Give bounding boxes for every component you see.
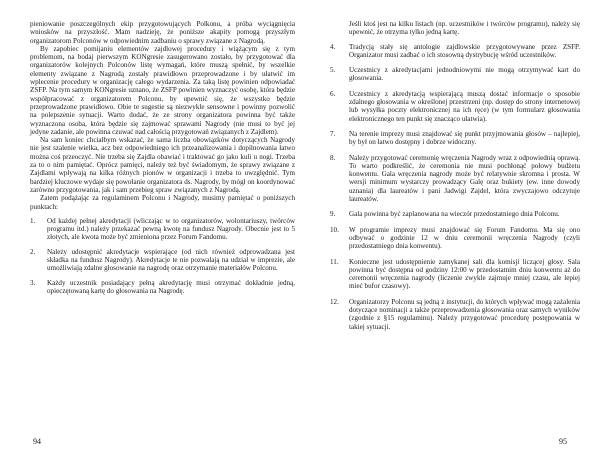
list-item	[330, 258, 580, 291]
list-item-text: Na terenie imprezy musi znajdować się punkt przyjmowania głosów – najlepiej, by był on łatwo dostępny i dobrze widoczny.	[349, 129, 580, 147]
list-item-text: Każdy uczestnik posiadający pełną akredytację musi otrzymać dokładnie jedną, opieczętowaną kartę do głosowania na Nagrodę.	[47, 278, 295, 295]
list-item-number: 8.	[330, 153, 336, 162]
list-item-text: Należy przygotować ceremonię wręczenia Nagrody wraz z odpowiednią oprawą. To warto podkreślić, że ceremonia nie musi pochłonąć połowy budżetu konwentu. Gala wręczenia nagrody może być relatywnie skromna i prosta. W wersji minimum wystarczy prowadzący Galę oraz bukiety (ew. inne dowody uznania) dla laureatów i pani Jadwigi Zajdel, która zwyczajowo odczytuje laureatów.	[349, 153, 580, 204]
requirements-list	[30, 217, 295, 295]
list-item-text: Konieczne jest udostępnienie zamykanej sali dla komisji liczącej głosy. Sala powinna być dostępna od godziny 12:00 w przedostatnim dniu konwentu aż do ceremonii wręczenia nagrody (liczenie zwykle zajmuje mniej czasu, ale lepiej mieć bufor czasowy).	[349, 257, 580, 291]
page-number: 94	[33, 437, 41, 446]
list-item-text: Organizatorzy Polconu są jedną z instytucji, do których wpływać mogą zażalenia dotyczące nominacji a także przeprowadzenia głosowania oraz samych wyników (zgodnie z §15 regulaminu). Należy przygotować procedurę postępowania w takiej sytuacji.	[349, 297, 580, 331]
list-item-text: Od każdej pełnej akredytacji (wliczając w to organizatorów, wolontariuszy, twórców programu itd.) należy przekazać pewną kwotę na fundusz Nagrody. Obecnie jest to 5 złotych, ale kwota może być zmieniona przez Forum Fandomu.	[47, 216, 295, 242]
left-page	[30, 20, 295, 301]
list-item	[330, 226, 580, 251]
list-item	[330, 43, 580, 60]
list-item-number: 9.	[330, 210, 336, 219]
right-page	[330, 20, 580, 338]
list-item-continuation: Jeśli ktoś jest na kilku listach (np. uczestników i twórców programu), należy się upewnić, że otrzyma tylko jedną kartę.	[349, 20, 580, 37]
list-item	[330, 298, 580, 331]
list-item	[330, 66, 580, 83]
list-item-number: 7.	[330, 129, 336, 138]
list-item-number: 5.	[330, 66, 336, 75]
list-item	[330, 130, 580, 147]
list-item	[330, 90, 580, 123]
list-item-text: Uczestnicy z akredytacją wspierającą muszą dostać informacje o sposobie zdalnego głosowania w określonej przestrzeni (np. dostęp do strony internetowej lub wysyłka poczty elektronicznej na ich ręce) (w tym formularz głosowania elektronicznego ten punkt się znacząco ułatwia).	[349, 89, 580, 123]
list-item-number: 1.	[30, 216, 36, 225]
list-item-text: W programie imprezy musi znajdować się Forum Fandomu. Ma się ono odbywać o godzinie 12 w dniu ceremonii wręczenia Nagrody (czyli przedostatniego dnia konwentu).	[349, 225, 580, 251]
page-number: 95	[559, 437, 567, 446]
list-item-number: 3.	[30, 278, 36, 287]
list-item-text: Tradycją stały się antologie zajdlowskie przygotowywane przez ZSFP. Organizator musi zadbać o ich stosowną dystrybucję wśród uczestników.	[349, 42, 580, 59]
list-item-text: Należy udostępnić akredytacje wspierające (od nich również odprowadzana jest składka na fundusz Nagrody). Akredytacje te nie pozwalają na udział w imprezie, ale umożliwiają zdalne głosowanie na nagrodę oraz otrzymanie materiałów Polconu.	[47, 247, 295, 273]
list-item-number: 12.	[330, 297, 339, 306]
paragraph: Na sam koniec chciałbym wskazać, że sama liczba obowiązków dotyczących Nagrody nie jest szalenie wielka, acz bez odpowiedniego ich przeanalizowania i dopilnowania łatwo można coś przeoczyć. Nie trzeba się Zajdla obawiać i traktować go jako kuli u nogi. Trzeba za to o nim pamiętać. Oprócz pamięci, należy też być świadomym, że sprawy związane z Zajdlami wpływają na kilka różnych pionów w organizacji i trzeba to uwzględnić. Tym bardziej kluczowe wydaje się powołanie organizatora ds. Nagrody, by mógł on koordynować zarówno przygotowania, jak i sam przebieg spraw związanych z Nagrodą.	[30, 136, 295, 194]
list-item-number: 11.	[330, 257, 339, 266]
paragraph: By zapobiec pomijaniu elementów zajdlowej procedury i wiążącym się z tym problemom, na bodaj pierwszym KONgresie zasugerowano zostało, by przygotować dla organizatorów kolejnych Polconów listę wymagań, które muszą spełnić, by wszelkie elementy związane z Nagrodą zostały prawidłowo przeprowadzone i by ułatwić im wplecenie procedury w organizację całego wydarzenia. Za taką listę powinien odpowiadać ZSFP. Na tym samym KONgresie uznano, że ZSFP powinien wyznaczyć osobę, która będzie współpracować z organizatorem Polconu, by upewnić się, że wszystko będzie przeprowadzone prawidłowo. Obie te sugestie są niezwykle sensowne i powinny pozwolić na polepszenie sytuacji. Warto dodać, że ze strony organizatora powinna być także wyznaczona osoba, która będzie się zajmować sprawami Nagrody (nie musi to być jej jedyne zadanie, ale powinna czuwać nad całością przygotowań związanych z Zajdlem).	[30, 44, 295, 136]
requirements-list-continued	[330, 43, 580, 331]
list-item	[330, 154, 580, 204]
list-item-number: 2.	[30, 247, 36, 256]
list-item-text: Gala powinna być zaplanowana na wieczór przedostatniego dnia Polconu.	[349, 210, 560, 219]
list-item	[30, 279, 295, 296]
paragraph: Zatem podążając za regulaminem Polconu i Nagrody, musimy pamiętać o poniższych punktach:	[30, 194, 295, 211]
list-item-text: Uczestnicy z akredytacjami jednodniowymi nie mogą otrzymywać kart do głosowania.	[349, 66, 580, 83]
list-item-number: 6.	[330, 89, 336, 98]
list-item	[30, 217, 295, 242]
paragraph: pieniowanie poszczególnych ekip przygotowujących Polkonu, a próba wyciągnięcia wniosków na przyszłość. Mam nadzieję, że poniższe akapity pomogą przyszłym organizatorom Polconów w odpowiednim zadbaniu o sprawy związane z Nagrodą.	[30, 20, 295, 45]
list-item	[30, 248, 295, 273]
list-item	[330, 210, 580, 218]
list-item-number: 10.	[330, 225, 339, 234]
list-item-number: 4.	[330, 42, 336, 51]
